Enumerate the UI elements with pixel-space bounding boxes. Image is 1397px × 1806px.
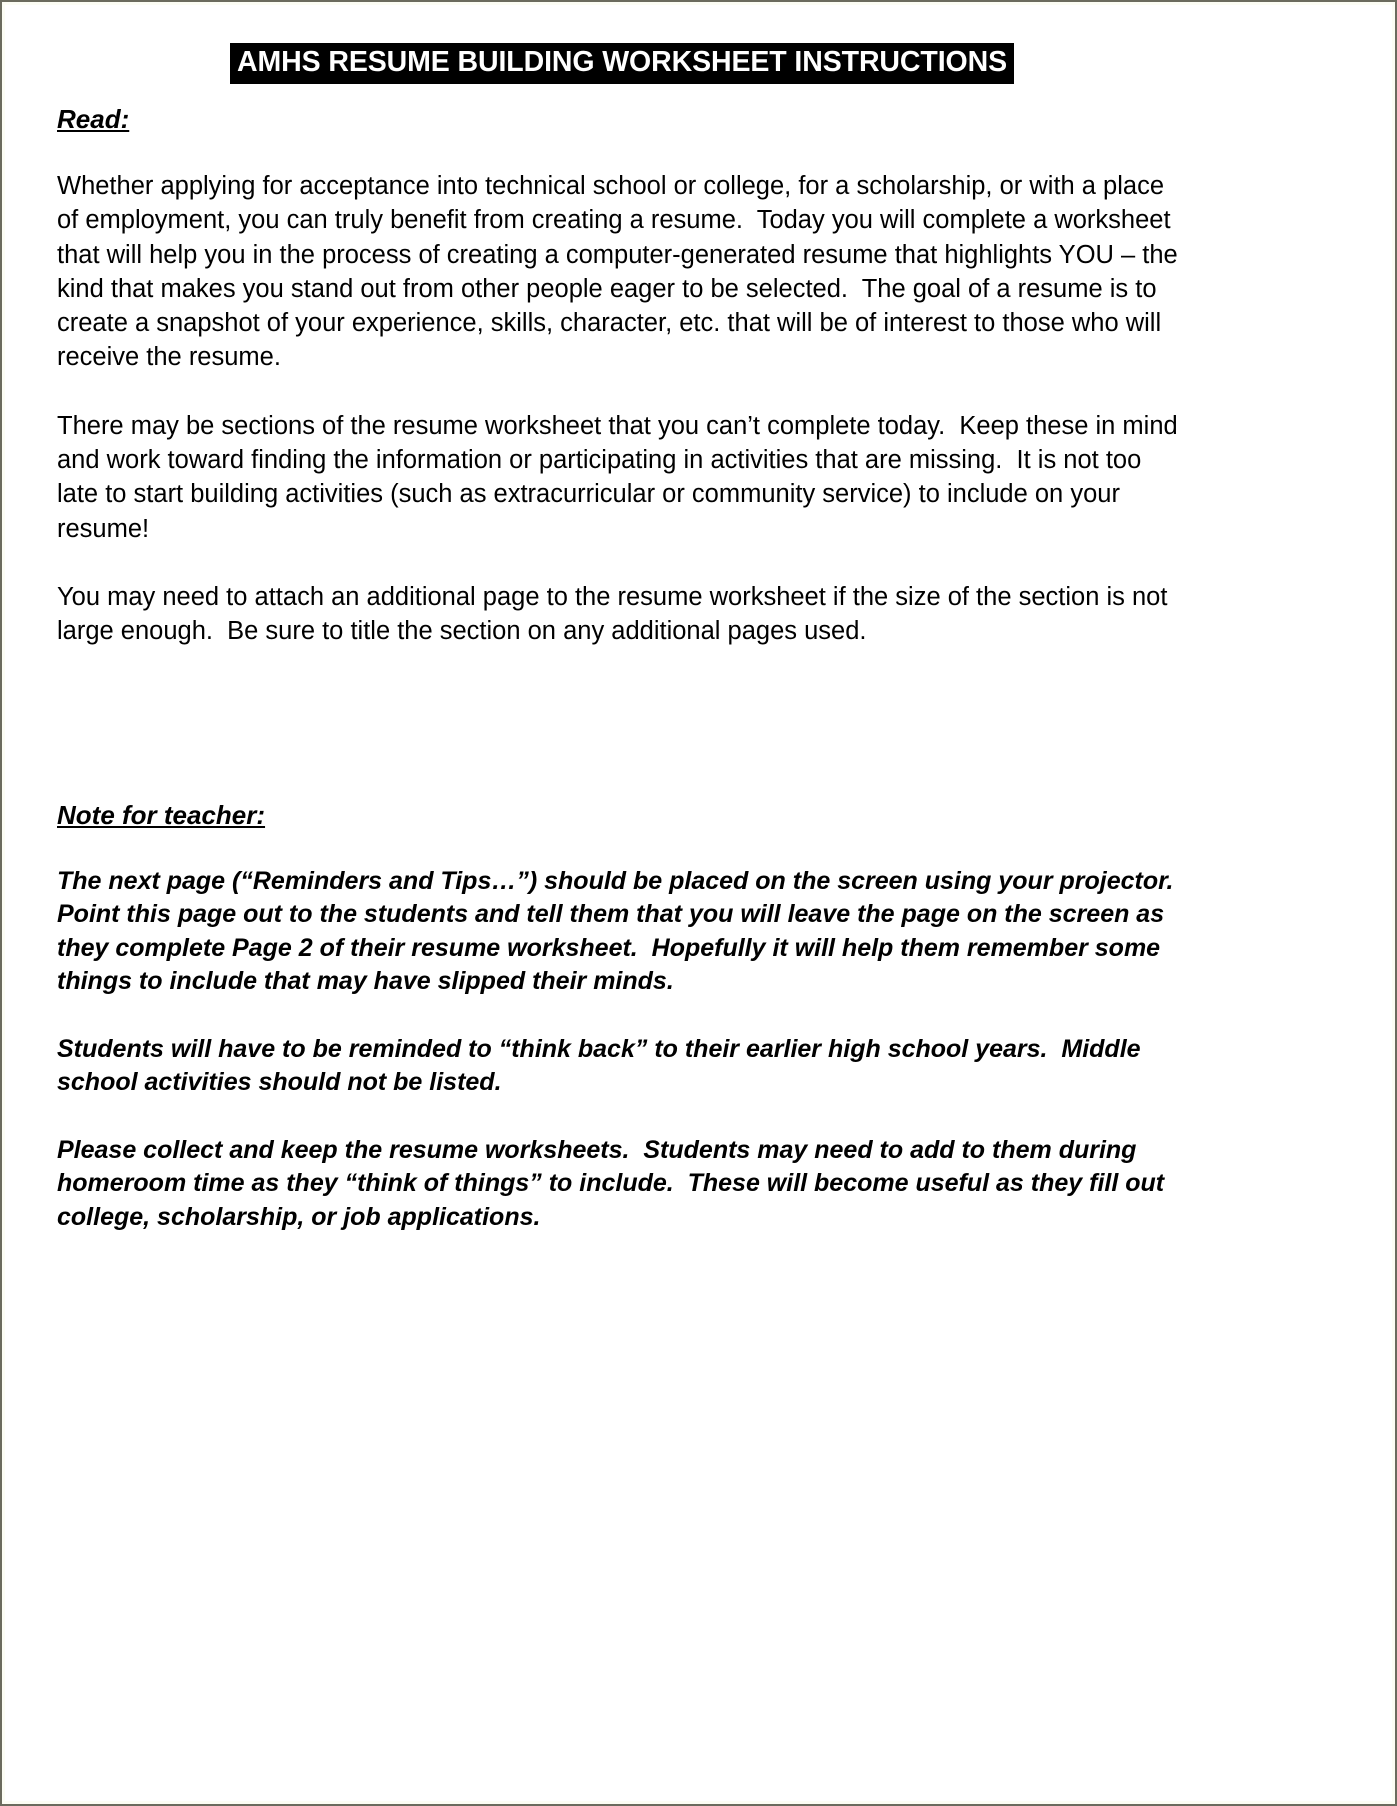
read-paragraph-3: You may need to attach an additional page to the resume worksheet if the size of the section is not large enough. Be sure to title the section on any additional pages used. xyxy=(57,582,1175,646)
read-paragraph-1: Whether applying for acceptance into technical school or college, for a scholarship, or with a place of employment, you can truly benefit from creating a resume. Today you will complete a worksheet that will help you in the process of creating a computer-generated resume that highlights YOU – the kind that makes you stand out from other people eager to be selected. The goal of a resume is to create a snapshot of your experience, skills, character, etc. that will be of interest to those who will receive the resume. xyxy=(57,172,1185,372)
page-border-inner xyxy=(2,2,1395,1804)
spacer xyxy=(57,999,1187,1033)
spacer xyxy=(57,375,1187,409)
spacer xyxy=(57,769,1187,799)
teacher-note-paragraph-3: Please collect and keep the resume worksheets. Students may need to add to them during homeroom time as they “think of things” to include. These will become useful as they fill out college, scholarship, or job applications. xyxy=(57,1135,1172,1231)
page-title: AMHS RESUME BUILDING WORKSHEET INSTRUCTIONS xyxy=(230,43,1014,84)
spacer xyxy=(57,546,1187,580)
document-content xyxy=(57,43,1187,1234)
spacer xyxy=(57,1100,1187,1134)
heading-read: Read: xyxy=(57,104,130,134)
spacer-large xyxy=(57,649,1187,769)
spacer xyxy=(57,87,1187,103)
spacer xyxy=(57,831,1187,865)
read-paragraph-2: There may be sections of the resume worksheet that you can’t complete today. Keep these in mind and work toward finding the information or participating in activities that are missing. It is not too late to start building activities (such as extracurricular or community service) to include on your resume! xyxy=(57,411,1185,543)
document-title-row xyxy=(57,43,1187,87)
heading-note-for-teacher: Note for teacher: xyxy=(57,799,266,830)
teacher-note-paragraph-2: Students will have to be reminded to “think back” to their earlier high school years. Middle school activities should not be listed. xyxy=(57,1034,1148,1097)
teacher-note-paragraph-1: The next page (“Reminders and Tips…”) should be placed on the screen using your projector. Point this page out to the students and tell them that you will leave the page on the screen as they complete Page 2 of their resume worksheet. Hopefully it will help them remember some things to include that may have slipped their minds. xyxy=(57,866,1188,996)
spacer xyxy=(57,135,1187,169)
